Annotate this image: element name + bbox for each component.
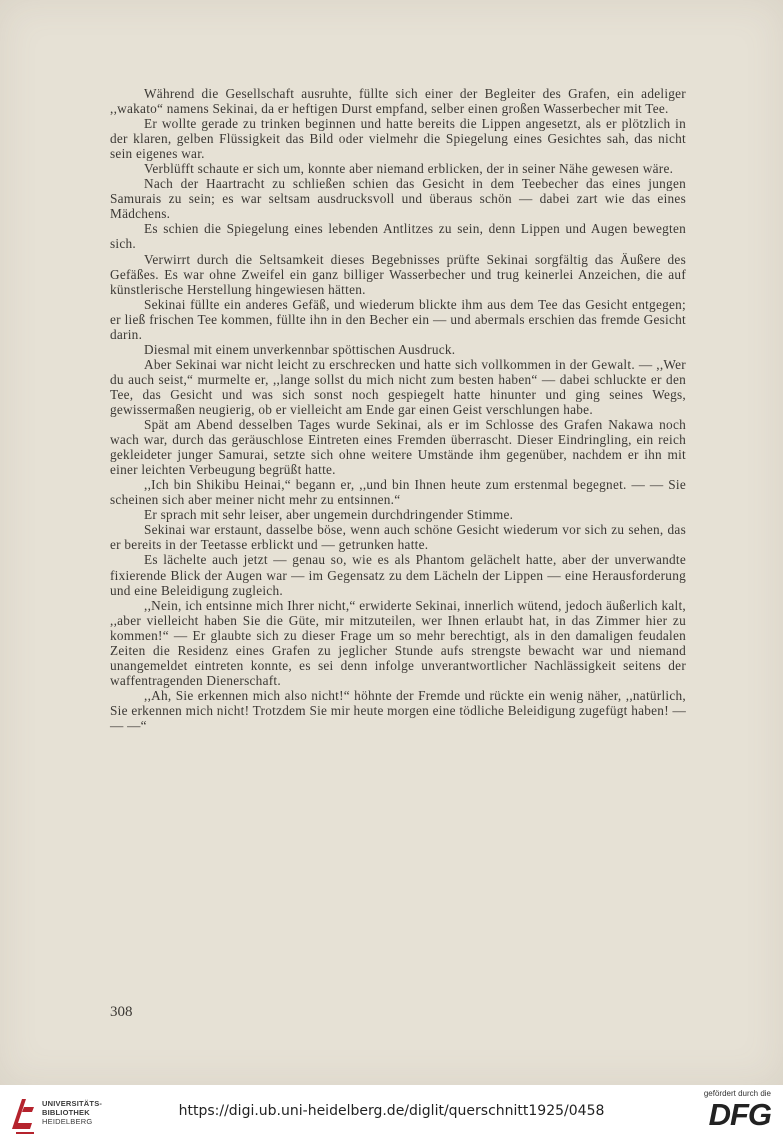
- logo-line-2: BIBLIOTHEK: [42, 1108, 90, 1117]
- paragraph-9: Aber Sekinai war nicht leicht zu erschrecken und hatte sich vollkommen in der Gewalt. — ,,Wer du auch seist,“ murmelte er, ,,lange sollst du mich nicht zum besten haben“ — dabei schluckte er den Tee, das Gesicht und was sich sonst noch gespiegelt hatte hinunter und ging seines Wegs, gewissermaßen neugierig, ob er vielleicht am Ende gar einen Geist verschlungen habe.: [110, 356, 686, 417]
- paragraph-1: Während die Gesellschaft ausruhte, füllte sich einer der Begleiter des Grafen, ein adeliger ,,wakato“ namens Sekinai, da er heftigen Durst empfand, selber einen großen Wasserbecher mit Tee.: [110, 86, 686, 117]
- body-text: [110, 86, 686, 733]
- paragraph-5: Es schien die Spiegelung eines lebenden Antlitzes zu sein, denn Lippen und Augen bewegten sich.: [110, 221, 686, 252]
- page-number: 308: [110, 1004, 133, 1020]
- paragraph-15: ,,Nein, ich entsinne mich Ihrer nicht,“ erwiderte Sekinai, innerlich wütend, jedoch äußerlich kalt, ,,aber vielleicht haben Sie die Güte, mir mitzuteilen, wer Ihnen erlaubt hat, in das Zimmer hier zu kommen!“ — Er glaubte sich zu dieser Frage um so mehr berechtigt, als in den damaligen feudalen Zeiten die Residenz eines Grafen zu jeglicher Stunde aufs strengste bewacht war und niemand unangemeldet eintreten konnte, es sei denn infolge unverantwortlicher Nachlässigkeit seitens der waffentragenden Dienerschaft.: [110, 597, 686, 688]
- paragraph-4: Nach der Haartracht zu schließen schien das Gesicht in dem Teebecher das eines jungen Samurais zu sein; es war seltsam ausdrucksvoll und überaus schön — dabei zart wie das eines Mädchens.: [110, 176, 686, 222]
- paragraph-8: Diesmal mit einem unverkennbar spöttischen Ausdruck.: [144, 341, 456, 357]
- paragraph-10: Spät am Abend desselben Tages wurde Sekinai, als er im Schlosse des Grafen Nakawa noch wach war, durch das geräuschlose Eintreten eines Fremden überrascht. Dieser Eindringling, ein reich gekleideter junger Samurai, setzte sich ohne weitere Umstände ihm gegenüber, nachdem er ihn mit einer leichten Verbeugung begrüßt hatte.: [110, 417, 686, 478]
- dfg-logo-text: DFG: [708, 1097, 771, 1132]
- paragraph-3: Verblüfft schaute er sich um, konnte aber niemand erblicken, der in seiner Nähe gewesen wäre.: [144, 161, 674, 177]
- logo-line-1: UNIVERSITÄTS-: [42, 1099, 103, 1108]
- paragraph-11: ,,Ich bin Shikibu Heinai,“ begann er, ,,und bin Ihnen heute zum erstenmal begegnet. — — Sie scheinen sich aber meiner nicht mehr zu entsinnen.“: [110, 477, 686, 508]
- dfg-funding-logo[interactable]: [704, 1089, 771, 1130]
- dfg-caption: gefördert durch die: [703, 1089, 771, 1098]
- paragraph-6: Verwirrt durch die Seltsamkeit dieses Begebnisses prüfte Sekinai sorgfältig das Äußere des Gefäßes. Es war ohne Zweifel ein ganz billiger Wasserbecher und trug keinerlei Anzeichen, die auf künstlerische Herstellung hingewiesen hätten.: [110, 251, 686, 297]
- paragraph-13: Sekinai war erstaunt, dasselbe böse, wenn auch schöne Gesicht wiederum vor sich zu sehen, das er bereits in der Teetasse erblickt und — getrunken hatte.: [110, 522, 686, 553]
- permalink-url[interactable]: https://digi.ub.uni-heidelberg.de/diglit/querschnitt1925/0458: [178, 1103, 605, 1119]
- viewer-footer: [0, 1085, 783, 1146]
- paragraph-16: ,,Ah, Sie erkennen mich also nicht!“ höhnte der Fremde und rückte ein wenig näher, ,,natürlich, Sie erkennen mich nicht! Trotzdem Sie mir heute morgen eine tödliche Beleidigung zugefügt haben! — — —“: [110, 687, 686, 733]
- paragraph-7: Sekinai füllte ein anderes Gefäß, und wiederum blickte ihm aus dem Tee das Gesicht entgegen; er ließ frischen Tee kommen, füllte ihn in den Becher ein — und abermals erschien das fremde Gesicht darin.: [110, 296, 686, 342]
- paragraph-2: Er wollte gerade zu trinken beginnen und hatte bereits die Lippen angesetzt, als er plötzlich in der klaren, gelben Flüssigkeit das Bild oder vielmehr die Spiegelung eines Gesichtes sah, das nicht sein eigenes war.: [110, 116, 686, 162]
- paragraph-14: Es lächelte auch jetzt — genau so, wie es als Phantom gelächelt hatte, aber der unverwandte fixierende Blick der Augen war — im Gegensatz zu dem Lächeln der Lippen — eine Herausforderung und eine Beleidigung zugleich.: [110, 552, 686, 598]
- logo-line-3: HEIDELBERG: [42, 1117, 93, 1126]
- paragraph-12: Er sprach mit sehr leiser, aber ungemein durchdringender Stimme.: [144, 507, 514, 523]
